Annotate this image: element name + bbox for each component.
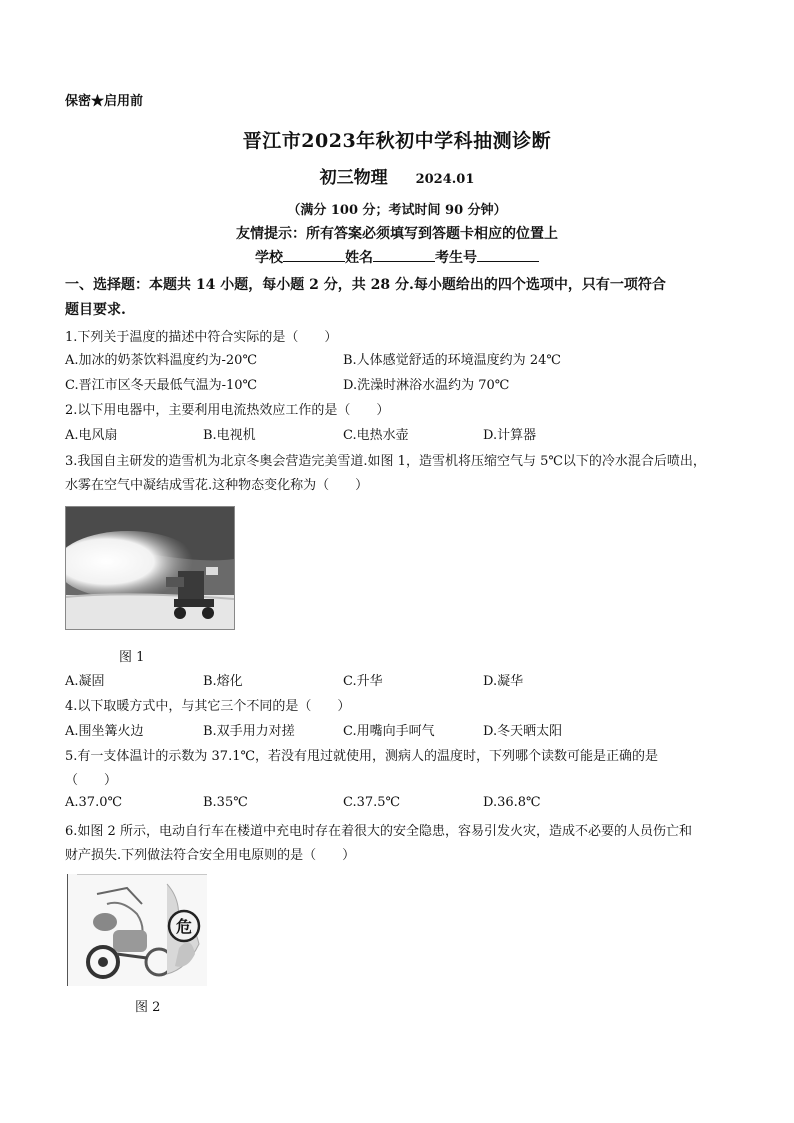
section-heading-line1: 一、选择题：本题共 14 小题，每小题 2 分，共 28 分.每小题给出的四个选项中，只有一项符合 xyxy=(65,277,666,293)
school-blank xyxy=(283,249,345,262)
name-blank xyxy=(373,249,435,262)
reminder: 友情提示：所有答案必须填写到答题卡相应的位置上 xyxy=(236,226,558,242)
question-3-line1: 3.我国自主研发的造雪机为北京冬奥会营造完美雪道.如图 1，造雪机将压缩空气与 5℃以下的冷水混合后喷出， xyxy=(65,454,706,469)
question-3-line2: 水雾在空气中凝结成雪花.这种物态变化称为（ ） xyxy=(65,478,369,493)
subject-line xyxy=(0,163,794,188)
q3-option-a: A.凝固 xyxy=(65,674,105,689)
section-heading-line2: 题目要求. xyxy=(65,302,126,318)
name-label: 姓名 xyxy=(345,250,373,266)
question-4: 4.以下取暖方式中，与其它三个不同的是（ ） xyxy=(65,699,351,714)
id-label: 考生号 xyxy=(435,250,477,266)
question-6-line2: 财产损失.下列做法符合安全用电原则的是（ ） xyxy=(65,848,356,863)
q2-option-d: D.计算器 xyxy=(483,428,537,443)
question-6-line1: 6.如图 2 所示，电动自行车在楼道中充电时存在着很大的安全隐患，容易引发火灾，造成不必要的人员伤亡和 xyxy=(65,824,692,839)
ebike-sketch xyxy=(67,874,207,986)
q1-option-c: C.晋江市区冬天最低气温为-10℃ xyxy=(65,378,258,393)
q1-option-a: A.加冰的奶茶饮料温度约为-20℃ xyxy=(65,353,257,368)
figure-1-caption: 图 1 xyxy=(119,650,145,665)
q4-option-d: D.冬天晒太阳 xyxy=(483,724,563,739)
exam-title: 晋江市2023年秋初中学科抽测诊断 xyxy=(242,130,552,152)
id-blank xyxy=(477,249,539,262)
q1-option-d: D.洗澡时淋浴水温约为 70℃ xyxy=(343,378,510,393)
question-5-line1: 5.有一支体温计的示数为 37.1℃，若没有甩过就使用，测病人的温度时，下列哪个读数可能是正确的是 xyxy=(65,749,659,764)
question-5-line2: （ ） xyxy=(65,773,118,788)
student-info-line xyxy=(0,247,794,267)
question-2: 2.以下用电器中，主要利用电流热效应工作的是（ ） xyxy=(65,403,390,418)
confidential-label: 保密★启用前 xyxy=(65,94,144,109)
danger-symbol: 危 xyxy=(175,917,193,936)
q2-option-b: B.电视机 xyxy=(203,428,256,443)
q5-option-d: D.36.8℃ xyxy=(483,795,541,810)
q2-option-c: C.电热水壶 xyxy=(343,428,409,443)
q4-option-c: C.用嘴向手呵气 xyxy=(343,724,435,739)
q5-option-b: B.35℃ xyxy=(203,795,248,810)
figure-2-ebike-danger-illustration xyxy=(67,874,207,986)
q3-option-b: B.熔化 xyxy=(203,674,243,689)
q3-option-c: C.升华 xyxy=(343,674,383,689)
subject-title: 初三物理 xyxy=(319,168,388,188)
q3-option-d: D.凝华 xyxy=(483,674,524,689)
q4-option-a: A.围坐篝火边 xyxy=(65,724,144,739)
q5-option-a: A.37.0℃ xyxy=(65,795,123,810)
q4-option-b: B.双手用力对搓 xyxy=(203,724,295,739)
figure-1-snow-machine-photo xyxy=(65,506,235,630)
q2-option-a: A.电风扇 xyxy=(65,428,118,443)
q1-option-b: B.人体感觉舒适的环境温度约为 24℃ xyxy=(343,353,561,368)
snow-machine-illustration xyxy=(66,507,234,629)
school-label: 学校 xyxy=(255,250,283,266)
exam-date: 2024.01 xyxy=(415,172,475,187)
q5-option-c: C.37.5℃ xyxy=(343,795,401,810)
score-time: （满分 100 分；考试时间 90 分钟） xyxy=(287,203,507,218)
question-1: 1.下列关于温度的描述中符合实际的是（ ） xyxy=(65,330,338,345)
figure-2-caption: 图 2 xyxy=(135,1000,161,1015)
